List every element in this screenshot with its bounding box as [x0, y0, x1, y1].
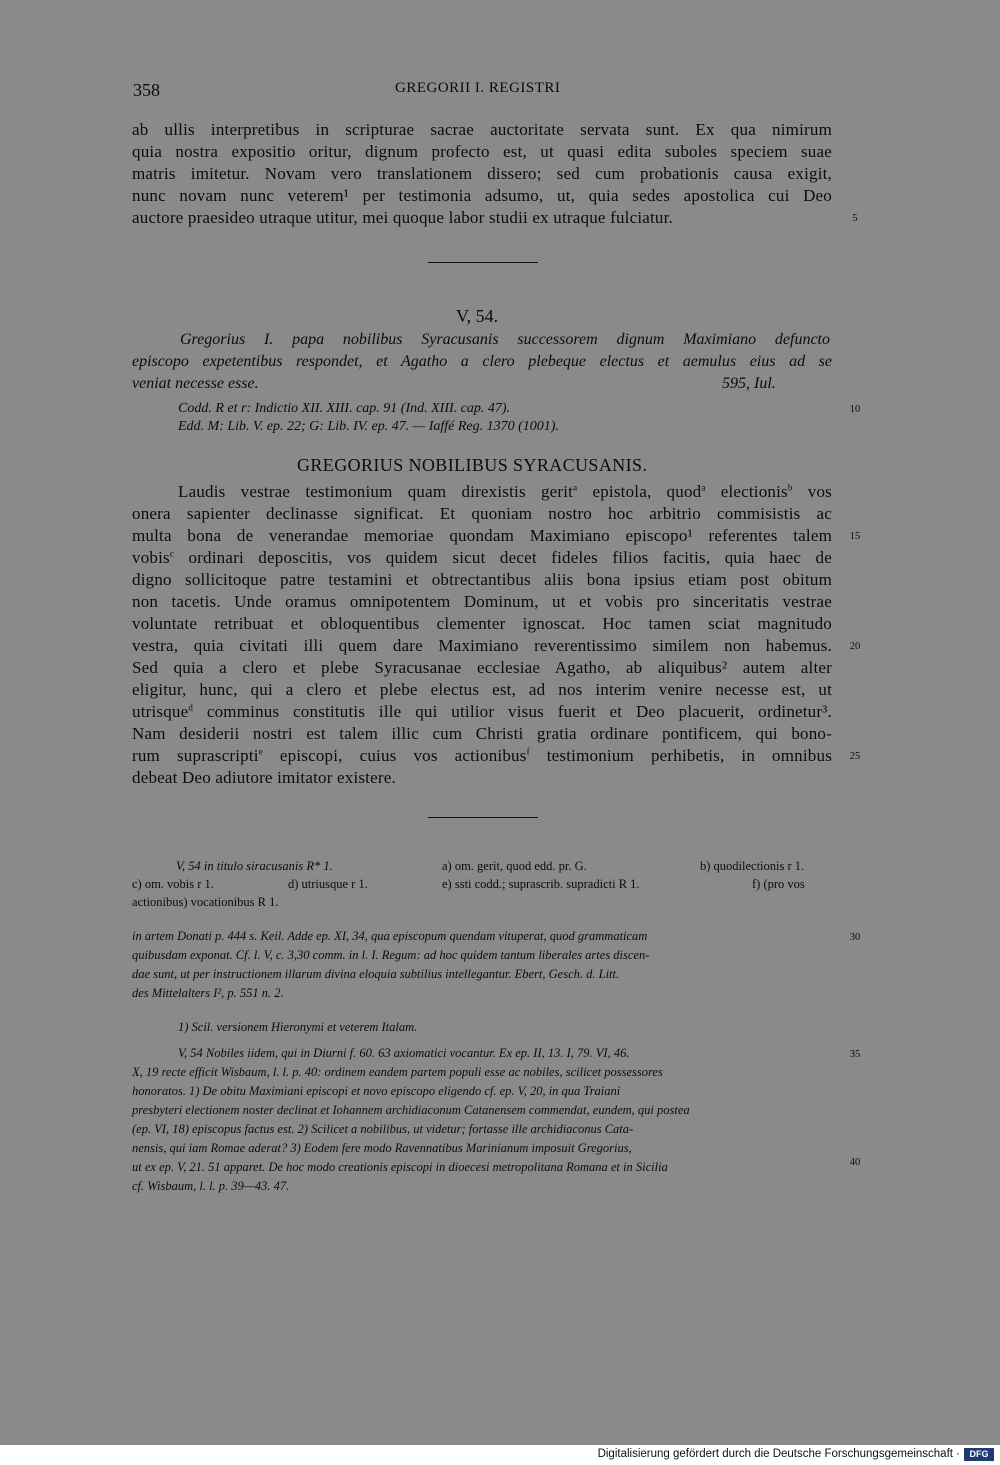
intro-line: ab ullis interpretibus in scripturae sacrae auctoritate servata sunt. Ex qua nimirum — [132, 120, 832, 139]
section-divider — [428, 262, 538, 263]
running-title: GREGORII I. REGISTRI — [395, 80, 561, 96]
note-line: (ep. VI, 18) episcopus factus est. 2) Scilicet a nobilibus, ut videtur; fortasse ille archidiaconus Cata- — [132, 1122, 634, 1136]
summary-line: veniat necesse esse. — [132, 375, 259, 392]
letter-heading: GREGORIUS NOBILIBUS SYRACUSANIS. — [297, 455, 648, 475]
apparatus-note: b) quodilectionis r 1. — [700, 859, 805, 873]
note-line: quibusdam exponat. Cf. l. V, c. 3,30 comm. in l. I. Regum: ad hoc quidem tantum liberales artes discen- — [132, 948, 650, 962]
intro-line: auctore praesideo utraque utitur, mei quoque labor studii ex utraque fulciatur. — [132, 208, 673, 227]
body-line: rum suprascripti$^e$ episcopi, cuius vos actionibus$^f$ testimonium perhibetis, in omnibus — [132, 746, 833, 765]
note-line: nensis, qui iam Romae aderat? 3) Eodem fere modo Ravennatibus Marinianum imposuit Gregorius, — [132, 1141, 632, 1155]
note-line: presbyteri electionem noster declinat et Iohannem archidiaconum Catanensem commendat, eundem, qui postea — [132, 1103, 690, 1117]
body-line: debeat Deo adiutore imitator existere. — [132, 768, 396, 787]
note-line: cf. Wisbaum, l. l. p. 39—43. 47. — [132, 1179, 290, 1193]
note-line: in artem Donati p. 444 s. Keil. Adde ep. XI, 34, qua episcopum quendam vituperat, quod grammaticam — [132, 929, 648, 943]
note-line: X, 19 recte efficit Wisbaum, l. l. p. 40: ordinem eandem partem populi esse ac nobiles, scilicet possessores — [132, 1065, 663, 1079]
letter-date: 595, Iul. — [722, 375, 776, 392]
apparatus-note: V, 54 in titulo siracusanis R* 1. — [176, 859, 333, 873]
summary-line: Gregorius I. papa nobilibus Syracusanis successorem dignum Maximiano defuncto — [180, 331, 830, 348]
body-line: vobis$^c$ ordinari deposcitis, vos quidem sicut decet fideles filios facitis, quia haec de — [132, 548, 832, 567]
intro-line: quia nostra expositio oritur, dignum profecto est, ut quasi edita suboles speciem suae — [132, 142, 832, 161]
apparatus-note: c) om. vobis r 1. — [132, 877, 214, 891]
summary-line: episcopo expetentibus respondet, et Agatho a clero plebeque electus et aemulus eius ad se — [132, 353, 832, 370]
note-line: ut ex ep. V, 21. 51 apparet. De hoc modo creationis episcopi in dioecesi metropolitana Romana et in Sicilia — [132, 1160, 668, 1174]
body-line: utrisque$^d$ comminus constitutis ille qui utilior visus fuerit et Deo placuerit, ordinetur³. — [132, 702, 832, 721]
note-line: 1) Scil. versionem Hieronymi et veterem Italam. — [178, 1020, 418, 1034]
page-number: 358 — [133, 80, 160, 100]
body-line: digno sollicitoque patre testamini et obtrectantibus aliis bona ipsius etiam post obitum — [132, 570, 832, 589]
line-number: 40 — [849, 1157, 861, 1168]
note-line: V, 54 Nobiles iidem, qui in Diurni f. 60. 63 axiomatici vocantur. Ex ep. II, 13. I, 79. VI, 46. — [178, 1046, 630, 1060]
intro-line: nunc novam nunc veterem¹ per testimonia adsumo, ut, quia sedes apostolica cui Deo — [132, 186, 832, 205]
apparatus-note: actionibus) vocationibus R 1. — [132, 895, 279, 909]
funding-notice: Digitalisierung gefördert durch die Deutsche Forschungsgemeinschaft · — [597, 1448, 960, 1460]
intro-line: matris imitetur. Novam vero translationem dissero; sed cum probationis causa exigit, — [132, 164, 832, 183]
line-number: 30 — [849, 932, 861, 943]
section-divider — [428, 817, 538, 818]
note-line: honoratos. 1) De obitu Maximiani episcopi et novo episcopo eligendo cf. ep. V, 20, in qua Traiani — [132, 1084, 621, 1098]
body-line: Nam desiderii nostri est talem illic cum Christi gratia ordinare pontificem, qui bono- — [132, 724, 832, 743]
line-number: 25 — [849, 751, 861, 762]
apparatus-note: d) utriusque r 1. — [288, 877, 368, 891]
dfg-logo: DFG — [964, 1448, 994, 1461]
note-line: dae sunt, ut per instructionem illarum divina eloquia subtilius intellegantur. Ebert, Gesch. d. Litt. — [132, 967, 620, 981]
body-line: eligitur, hunc, qui a clero et plebe electus est, ad nos interim venire necesse est, ut — [132, 680, 832, 699]
body-line: onera sapienter declinasse significat. Et quoniam nostro hoc arbitrio commisistis ac — [132, 504, 832, 523]
body-line: non tacetis. Unde oramus omnipotentem Dominum, ut et vobis pro sinceritatis vestrae — [132, 592, 832, 611]
apparatus-note: e) ssti codd.; suprascrib. supradicti R 1. — [442, 877, 640, 891]
note-line: des Mittelalters I², p. 551 n. 2. — [132, 986, 284, 1000]
line-number: 15 — [849, 531, 861, 542]
apparatus-note: a) om. gerit, quod edd. pr. G. — [442, 859, 587, 873]
line-number: 35 — [849, 1049, 861, 1060]
apparatus-note: f) (pro vos — [752, 877, 805, 891]
line-number: 10 — [849, 404, 861, 415]
editions-line: Edd. M: Lib. V. ep. 22; G: Lib. IV. ep. 47. — Iaffé Reg. 1370 (1001). — [178, 419, 559, 434]
digitization-footer — [0, 1445, 1000, 1465]
body-line: Laudis vestrae testimonium quam direxistis gerit$^a$ epistola, quod$^a$ electionis$^b$ vos — [178, 482, 832, 501]
body-line: Sed quia a clero et plebe Syracusanae ecclesiae Agatho, ab aliquibus² autem alter — [132, 658, 832, 677]
codices-line: Codd. R et r: Indictio XII. XIII. cap. 91 (Ind. XIII. cap. 47). — [178, 401, 511, 416]
body-line: vestra, quia civitati illi quem dare Maximiano reverentissimo similem non habemus. — [132, 636, 832, 655]
body-line: multa bona de venerandae memoriae quondam Maximiano episcopo¹ referentes talem — [132, 526, 832, 545]
body-line: voluntate retribuat et obloquentibus clementer ignoscat. Hoc tamen sciat magnitudo — [132, 614, 832, 633]
line-number: 20 — [849, 641, 861, 652]
line-number: 5 — [852, 213, 858, 224]
letter-number: V, 54. — [456, 306, 499, 326]
